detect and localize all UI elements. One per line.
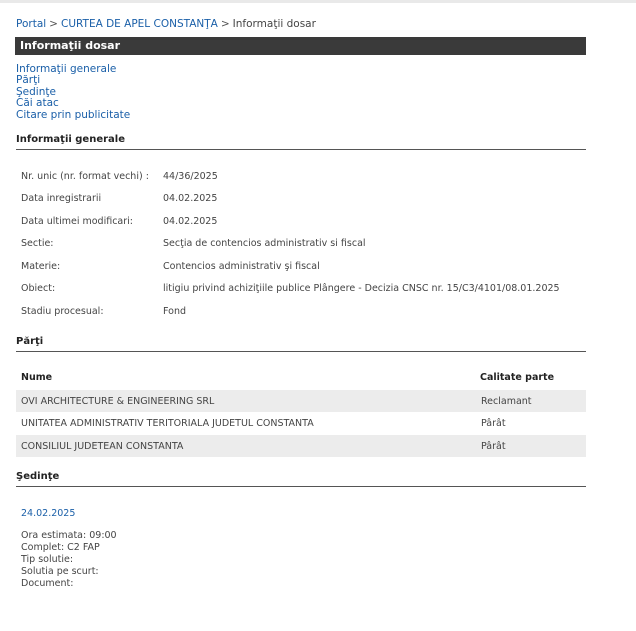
- hearing-solution-summary: Solutia pe scurt:: [21, 566, 99, 577]
- top-border: [0, 0, 636, 3]
- general-info-heading: Informaţii generale: [16, 134, 586, 150]
- nav-link-public-summons[interactable]: Citare prin publicitate: [16, 108, 131, 121]
- parties-col-role: Calitate parte: [480, 372, 555, 383]
- hearings-heading: Şedinţe: [16, 471, 586, 487]
- parties-col-name: Nume: [21, 372, 53, 383]
- info-label: Data inregistrarii: [21, 193, 102, 204]
- info-value: Fond: [163, 306, 186, 317]
- table-row: [16, 390, 586, 412]
- info-label: Stadiu procesual:: [21, 306, 104, 317]
- parties-heading: Părţi: [16, 336, 586, 352]
- hearing-estimated-time: Ora estimata: 09:00: [21, 530, 117, 541]
- info-value: Secţia de contencios administrativ si fiscal: [163, 238, 366, 249]
- breadcrumb: [16, 18, 316, 30]
- party-name: CONSILIUL JUDETEAN CONSTANTA: [21, 441, 184, 452]
- page-title: Informaţii dosar: [15, 37, 586, 55]
- breadcrumb-separator: >: [49, 18, 58, 30]
- hearing-date: 24.02.2025: [21, 508, 76, 519]
- party-role: Pârât: [481, 441, 506, 452]
- info-value: 04.02.2025: [163, 216, 218, 227]
- breadcrumb-portal-link[interactable]: Portal: [16, 18, 47, 30]
- info-value: Contencios administrativ şi fiscal: [163, 261, 320, 272]
- info-value: 44/36/2025: [163, 171, 218, 182]
- hearing-panel: Complet: C2 FAP: [21, 542, 100, 553]
- party-role: Pârât: [481, 418, 506, 429]
- nav-link-general-info[interactable]: Informaţii generale: [16, 63, 117, 75]
- breadcrumb-separator: >: [220, 18, 230, 30]
- nav-link-hearings[interactable]: Şedinţe: [16, 85, 56, 98]
- nav-link-parties[interactable]: Părţi: [16, 74, 41, 87]
- party-role: Reclamant: [481, 396, 532, 407]
- info-value: 04.02.2025: [163, 193, 218, 204]
- breadcrumb-court-link[interactable]: CURTEA DE APEL CONSTANŢA: [60, 18, 218, 30]
- nav-link-appeals[interactable]: Căi atac: [16, 97, 59, 110]
- hearing-solution-type: Tip solutie:: [21, 554, 74, 565]
- info-label: Nr. unic (nr. format vechi) :: [21, 171, 149, 182]
- info-label: Materie:: [21, 261, 61, 272]
- info-label: Obiect:: [21, 283, 56, 294]
- hearing-details: [21, 530, 117, 590]
- party-name: OVI ARCHITECTURE & ENGINEERING SRL: [21, 396, 215, 407]
- table-row: [16, 435, 586, 457]
- section-nav: [16, 64, 130, 121]
- hearing-document: Document:: [21, 578, 74, 589]
- party-name: UNITATEA ADMINISTRATIV TERITORIALA JUDETUL CONSTANTA: [21, 418, 314, 429]
- info-value: litigiu privind achiziţiile publice Plângere - Decizia CNSC nr. 15/C3/4101/08.01.2025: [163, 283, 560, 294]
- info-label: Data ultimei modificari:: [21, 216, 133, 227]
- info-label: Sectie:: [21, 238, 54, 249]
- table-row: [16, 412, 586, 434]
- breadcrumb-current: Informaţii dosar: [232, 18, 316, 30]
